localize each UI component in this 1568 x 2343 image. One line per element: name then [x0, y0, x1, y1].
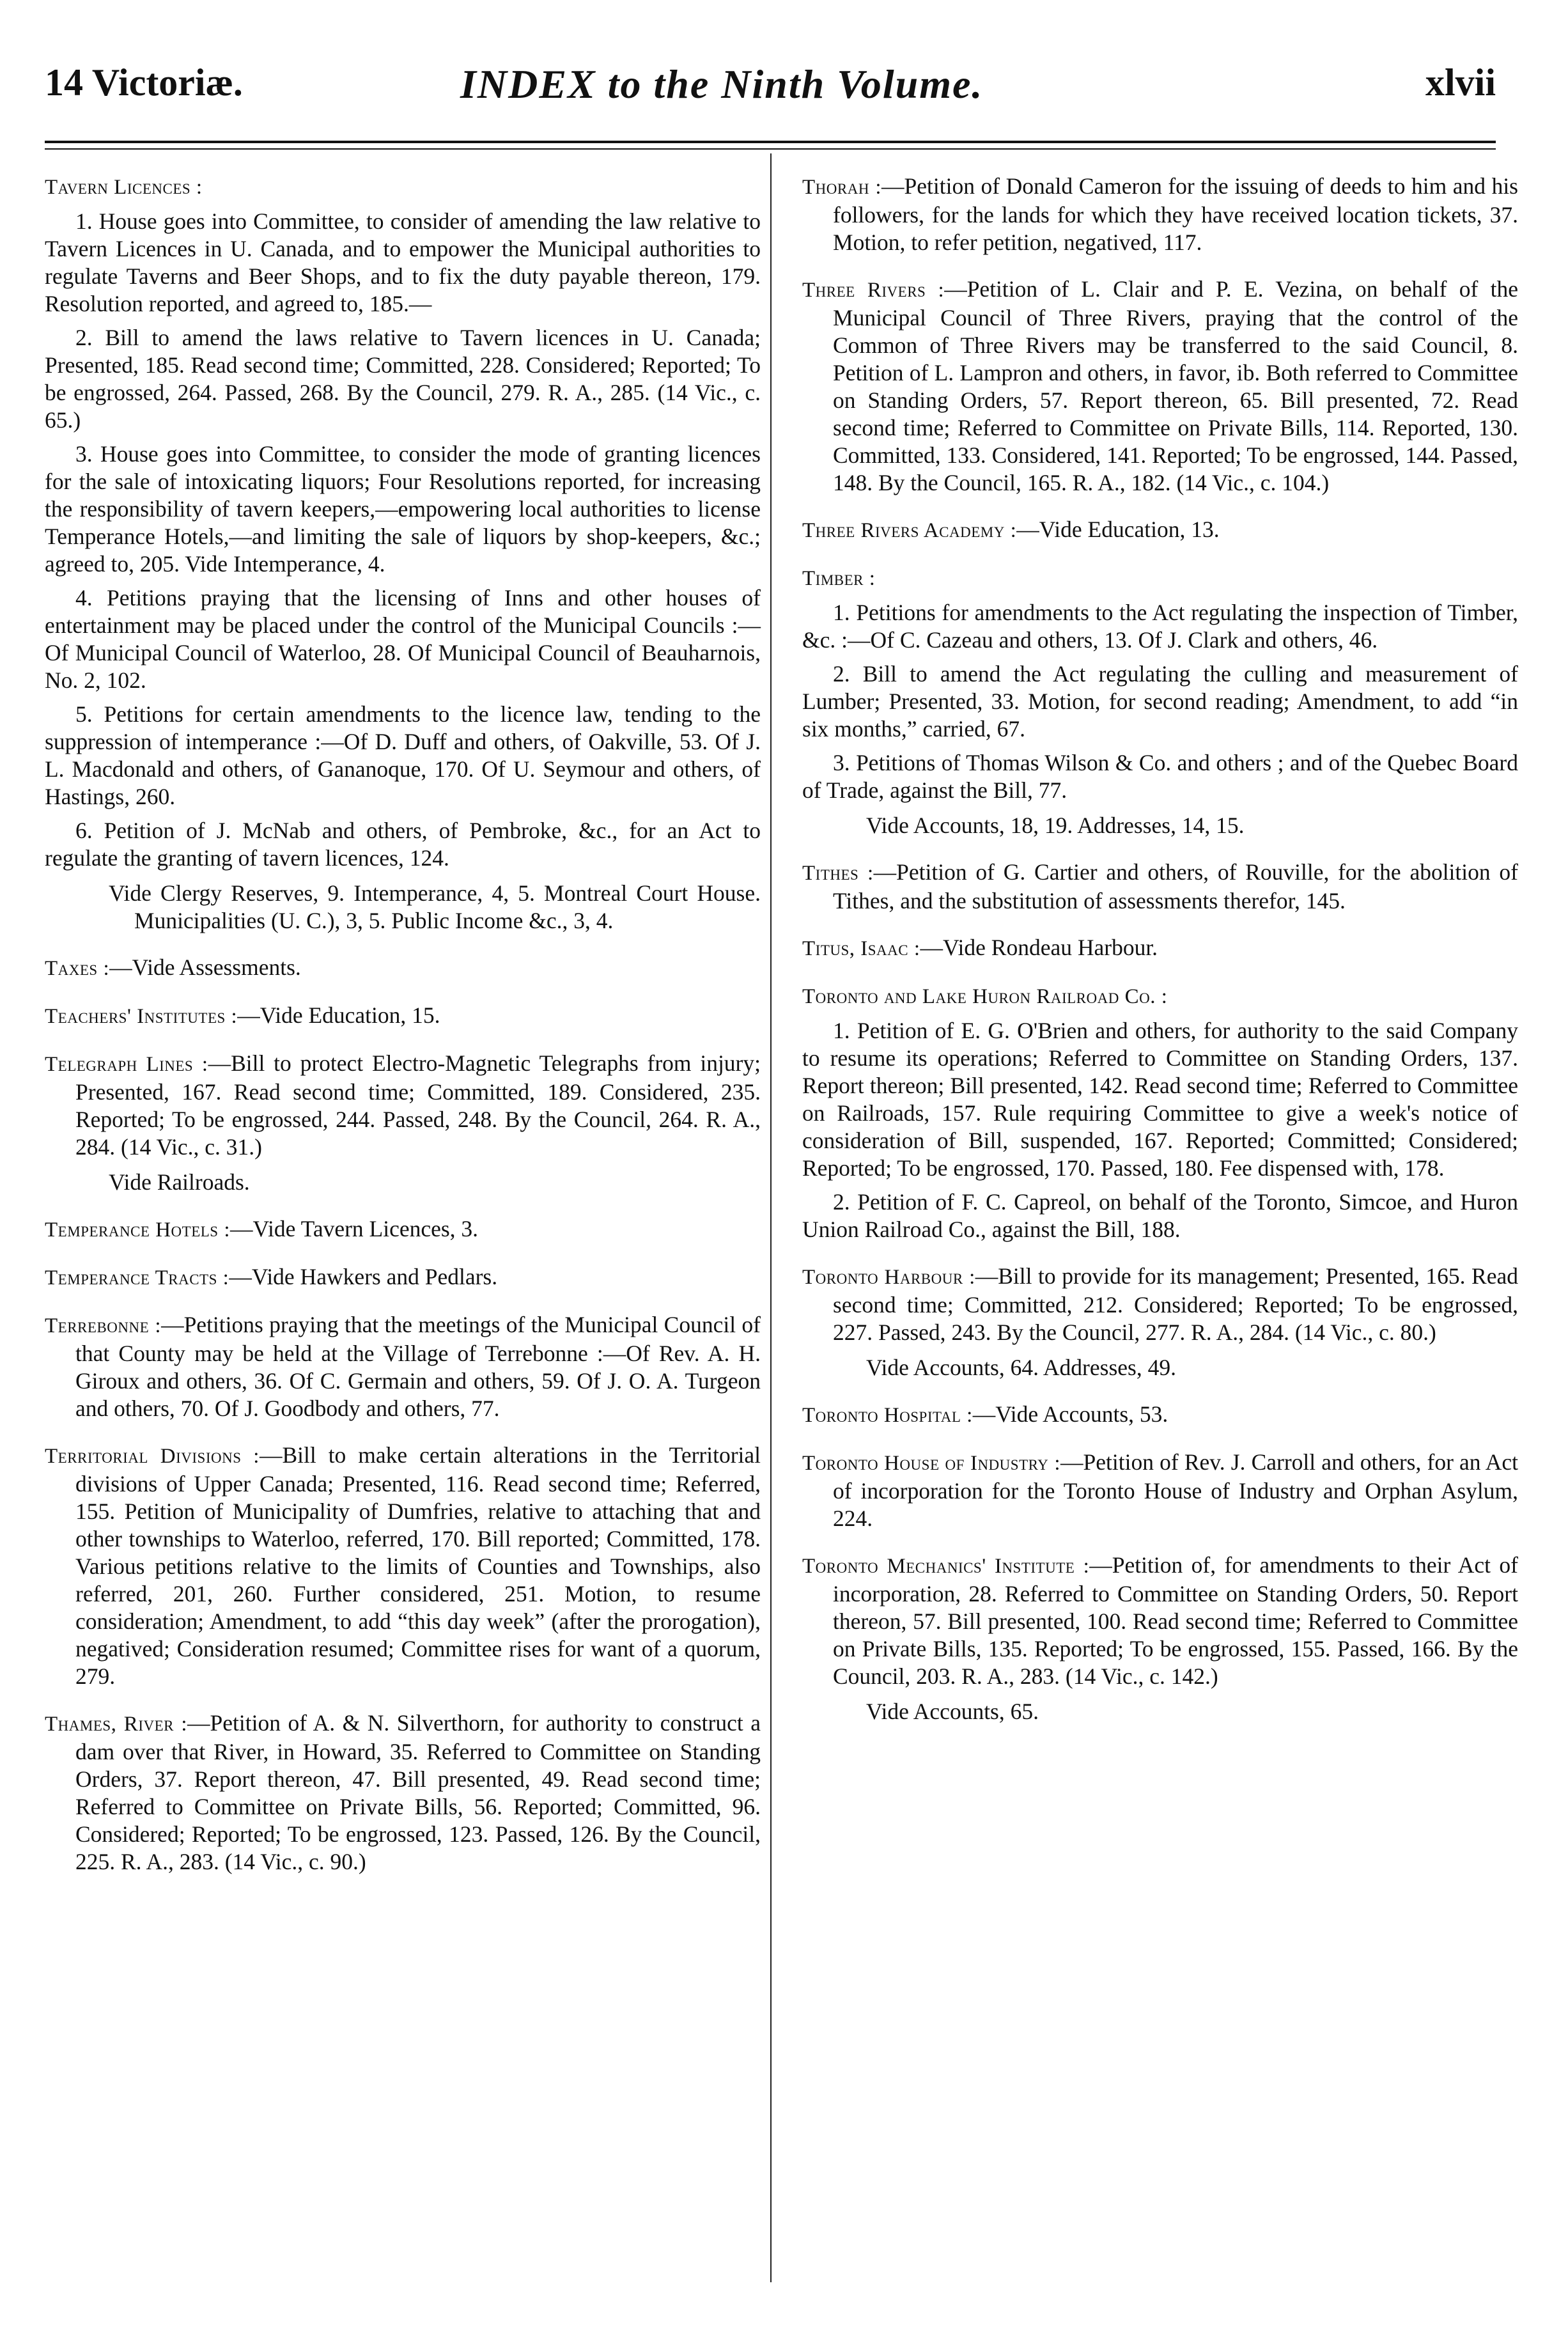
entry-item: 5. Petitions for certain amendments to the licence law, tending to the suppression of intemperance :—Of D. Duff and others, of Oakville, 53. Of J. L. Macdonald and others, of Gananoque, 170. Of U. Seymour and others, of Hastings, 260.	[45, 701, 761, 809]
entry-heading: Three Rivers Academy :	[802, 519, 1017, 542]
entry-heading: Toronto Mechanics' Institute :	[802, 1555, 1090, 1578]
entry-text: —Petition of G. Cartier and others, of Rouville, for the abolition of Tithes, and the substitution of assessments therefor, 145.	[833, 859, 1518, 914]
index-entry-tithes	[802, 859, 1518, 915]
index-entry-territorial-divisions	[45, 1442, 761, 1690]
entry-body	[802, 934, 1518, 963]
entry-heading: Toronto Hospital :	[802, 1404, 973, 1427]
entry-item: 1. Petition of E. G. O'Brien and others, for authority to the said Company to resume its operations; Referred to Committee on Standing Orders, 137. Report thereon; Bill presented, 142. Read second time; Referred to Committee on Railroads, 157. Rule requiring Committee to give a week's notice of consideration of Bill, suspended, 167. Reported; Committed; Considered; Reported; To be engrossed, 170. Passed, 180. Fee dispensed with, 178.	[802, 1018, 1518, 1181]
entry-text: —Petitions praying that the meetings of the Municipal Council of that County may be held at the Village of Terrebonne :—Of Rev. A. H. Giroux and others, 36. Of C. Germain and others, 59. Of J. O. A. Turgeon and others, 70. Of J. Goodbody and others, 77.	[75, 1312, 761, 1421]
entry-heading: Thorah :	[802, 176, 882, 199]
entry-heading: Territorial Divisions :	[45, 1445, 260, 1468]
entry-body	[802, 1401, 1518, 1429]
entry-text: —Vide Tavern Licences, 3.	[230, 1216, 479, 1242]
right-column	[802, 173, 1518, 1745]
entry-body	[45, 1709, 761, 1876]
entry-heading: Telegraph Lines :	[45, 1053, 208, 1076]
entry-body	[802, 516, 1518, 545]
entry-heading: Toronto Harbour :	[802, 1266, 975, 1289]
index-entry-three-rivers	[802, 276, 1518, 497]
entry-heading: Temperance Hotels :	[45, 1218, 230, 1242]
index-entry-tavern-licences	[45, 173, 761, 935]
entry-text: —Bill to provide for its management; Presented, 165. Read second time; Committed, 212. Considered; Reported; To be engrossed, 227. Passed, 243. By the Council, 277. R. A., 284. (14 Vic., c. 80.)	[833, 1263, 1518, 1345]
entry-body	[45, 1311, 761, 1422]
index-entry-three-rivers-academy	[802, 516, 1518, 545]
entry-text: —Bill to protect Electro-Magnetic Telegraphs from injury; Presented, 167. Read second time; Committed, 189. Considered, 235. Reported; To be engrossed, 244. Passed, 248. By the Council, 264. R. A., 284. (14 Vic., c. 31.)	[75, 1050, 761, 1160]
entry-body	[45, 954, 761, 983]
entry-text: —Vide Rondeau Harbour.	[920, 935, 1158, 960]
page-header	[45, 61, 1496, 131]
entry-heading: Taxes :	[45, 957, 110, 980]
column-divider	[770, 153, 772, 2282]
index-entry-toronto-and-lake-huron-railroad-co	[802, 982, 1518, 1243]
entry-text: —Vide Hawkers and Pedlars.	[229, 1264, 498, 1289]
entry-body	[802, 276, 1518, 497]
entry-text: —Petition of Rev. J. Carroll and others, for an Act of incorporation for the Toronto House of Industry and Orphan Asylum, 224.	[833, 1449, 1519, 1531]
index-entry-terrebonne	[45, 1311, 761, 1422]
entry-body	[45, 1050, 761, 1161]
entry-text: —Vide Education, 15.	[237, 1002, 440, 1028]
entry-text: —Petition of L. Clair and P. E. Vezina, on behalf of the Municipal Council of Three Rivers, praying that the control of the Common of Three Rivers may be transferred to the said Council, 8. Petition of L. Lampron and others, in favor, ib. Both referred to Committee on Standing Orders, 57. Report thereon, 65. Bill presented, 72. Read second time; Referred to Committee on Private Bills, 114. Reported, 130. Committed, 133. Considered, 141. Reported; To be engrossed, 144. Passed, 148. By the Council, 165. R. A., 182. (14 Vic., c. 104.)	[833, 276, 1518, 495]
entry-item: 6. Petition of J. McNab and others, of Pembroke, &c., for an Act to regulate the granting of tavern licences, 124.	[45, 818, 761, 871]
index-entry-toronto-mechanics-institute	[802, 1552, 1518, 1725]
entry-item: 2. Petition of F. C. Capreol, on behalf of the Toronto, Simcoe, and Huron Union Railroad Co., against the Bill, 188.	[802, 1189, 1518, 1242]
left-column	[45, 173, 761, 1895]
entry-body	[45, 1263, 761, 1292]
page-number: xlvii	[1425, 61, 1496, 104]
entry-text: —Petition of Donald Cameron for the issuing of deeds to him and his followers, for the lands for which they have received location tickets, 37. Motion, to refer petition, negatived, 117.	[833, 173, 1519, 255]
cross-reference: Vide Railroads.	[109, 1169, 250, 1195]
running-head-title: INDEX to the Ninth Volume.	[460, 61, 984, 107]
index-entry-timber	[802, 564, 1518, 839]
index-entry-toronto-hospital	[802, 1401, 1518, 1429]
entry-item: 1. Petitions for amendments to the Act regulating the inspection of Timber, &c. :—Of C. Cazeau and others, 13. Of J. Clark and others, 46.	[802, 600, 1518, 653]
header-rule	[45, 141, 1496, 143]
entry-item: 2. Bill to amend the Act regulating the culling and measurement of Lumber; Presented, 33. Motion, for second reading; Amendment, to add “in six months,” carried, 67.	[802, 661, 1518, 742]
index-entry-temperance-hotels	[45, 1215, 761, 1244]
index-entry-taxes	[45, 954, 761, 983]
entry-heading: Timber :	[802, 567, 876, 590]
entry-text: —Petition of A. & N. Silverthorn, for authority to construct a dam over that River, in Howard, 35. Referred to Committee on Standing Orders, 37. Report thereon, 47. Bill presented, 49. Read second time; Referred to Committee on Private Bills, 56. Reported; Committed, 96. Considered; Reported; To be engrossed, 123. Passed, 126. By the Council, 225. R. A., 283. (14 Vic., c. 90.)	[75, 1710, 761, 1874]
entry-heading-line	[802, 564, 1518, 593]
index-entry-toronto-harbour	[802, 1263, 1518, 1382]
entry-text: —Vide Education, 13.	[1016, 517, 1220, 542]
cross-reference: Vide Accounts, 18, 19. Addresses, 14, 15.	[866, 813, 1245, 838]
entry-item: 3. Petitions of Thomas Wilson & Co. and others ; and of the Quebec Board of Trade, against the Bill, 77.	[802, 750, 1518, 803]
entry-heading: Three Rivers :	[802, 279, 945, 302]
entry-item: 1. House goes into Committee, to consider of amending the law relative to Tavern Licences in U. Canada, and to empower the Municipal authorities to regulate Taverns and Beer Shops, and to fix the duty payable thereon, 179. Resolution reported, and agreed to, 185.—	[45, 208, 761, 316]
entry-heading: Toronto and Lake Huron Railroad Co. :	[802, 985, 1168, 1008]
entry-body	[802, 859, 1518, 915]
cross-reference: Vide Accounts, 65.	[866, 1699, 1039, 1724]
entry-body	[45, 1002, 761, 1031]
index-entry-thorah	[802, 173, 1518, 256]
index-entry-thames-river	[45, 1709, 761, 1876]
entry-text: —Bill to make certain alterations in the Territorial divisions of Upper Canada; Presented, 116. Read second time; Referred, 155. Petition of Municipality of Dumfries, relative to attaching that and other townships to Waterloo, referred, 170. Bill reported; Committed, 178. Various petitions relative to the limits of Counties and Townships, also referred, 201, 260. Further considered, 251. Motion, to resume consideration; Amendment, to add “this day week” (after the prorogation), negatived; Consideration resumed; Committee rises for want of a quorum, 279.	[75, 1442, 761, 1689]
index-entry-telegraph-lines	[45, 1050, 761, 1196]
entry-text: —Petition of, for amendments to their Act of incorporation, 28. Referred to Committee on Standing Orders, 50. Report thereon, 57. Bill presented, 100. Read second time; Referred to Committee on Private Bills, 135. Reported; To be engrossed, 155. Passed, 166. By the Council, 203. R. A., 283. (14 Vic., c. 142.)	[833, 1552, 1518, 1689]
index-entry-titus-isaac	[802, 934, 1518, 963]
entry-body	[802, 1552, 1518, 1690]
entry-item: 3. House goes into Committee, to consider the mode of granting licences for the sale of intoxicating liquors; Four Resolutions reported, for increasing the responsibility of tavern keepers,—empowering local authorities to license Temperance Hotels,—and limiting the sale of liquors by shop-keepers, &c.; agreed to, 205. Vide Intemperance, 4.	[45, 441, 761, 577]
entry-item: 2. Bill to amend the laws relative to Tavern licences in U. Canada; Presented, 185. Read second time; Committed, 228. Considered; Reported; To be engrossed, 264. Passed, 268. By the Council, 279. R. A., 285. (14 Vic., c. 65.)	[45, 325, 761, 433]
entry-heading-line	[45, 173, 761, 201]
entry-heading: Thames, River :	[45, 1713, 188, 1736]
entry-body	[802, 173, 1518, 256]
index-entry-teachers-institutes	[45, 1002, 761, 1031]
index-entry-temperance-tracts	[45, 1263, 761, 1292]
cross-reference: Vide Clergy Reserves, 9. Intemperance, 4, 5. Montreal Court House. Municipalities (U. C.), 3, 5. Public Income &c., 3, 4.	[109, 880, 761, 933]
running-head-left: 14 Victoriæ.	[45, 61, 243, 104]
entry-body	[45, 1442, 761, 1690]
cross-reference: Vide Accounts, 64. Addresses, 49.	[866, 1355, 1176, 1380]
index-entry-toronto-house-of-industry	[802, 1449, 1518, 1532]
entry-heading: Temperance Tracts :	[45, 1266, 229, 1289]
entry-text: —Vide Accounts, 53.	[972, 1401, 1168, 1427]
entry-heading: Tithes :	[802, 862, 874, 885]
entry-item: 4. Petitions praying that the licensing of Inns and other houses of entertainment may be placed under the control of the Municipal Councils :—Of Municipal Council of Waterloo, 28. Of Municipal Council of Beauharnois, No. 2, 102.	[45, 585, 761, 693]
entry-body	[802, 1263, 1518, 1346]
entry-heading: Teachers' Institutes :	[45, 1005, 238, 1028]
entry-heading: Titus, Isaac :	[802, 937, 920, 960]
entry-heading: Terrebonne :	[45, 1314, 162, 1337]
entry-heading: Tavern Licences :	[45, 176, 203, 199]
entry-heading-line	[802, 982, 1518, 1011]
header-rule-thin	[45, 148, 1496, 150]
entry-body	[802, 1449, 1518, 1532]
entry-body	[45, 1215, 761, 1244]
entry-text: —Vide Assessments.	[109, 954, 301, 980]
entry-heading: Toronto House of Industry :	[802, 1452, 1060, 1475]
